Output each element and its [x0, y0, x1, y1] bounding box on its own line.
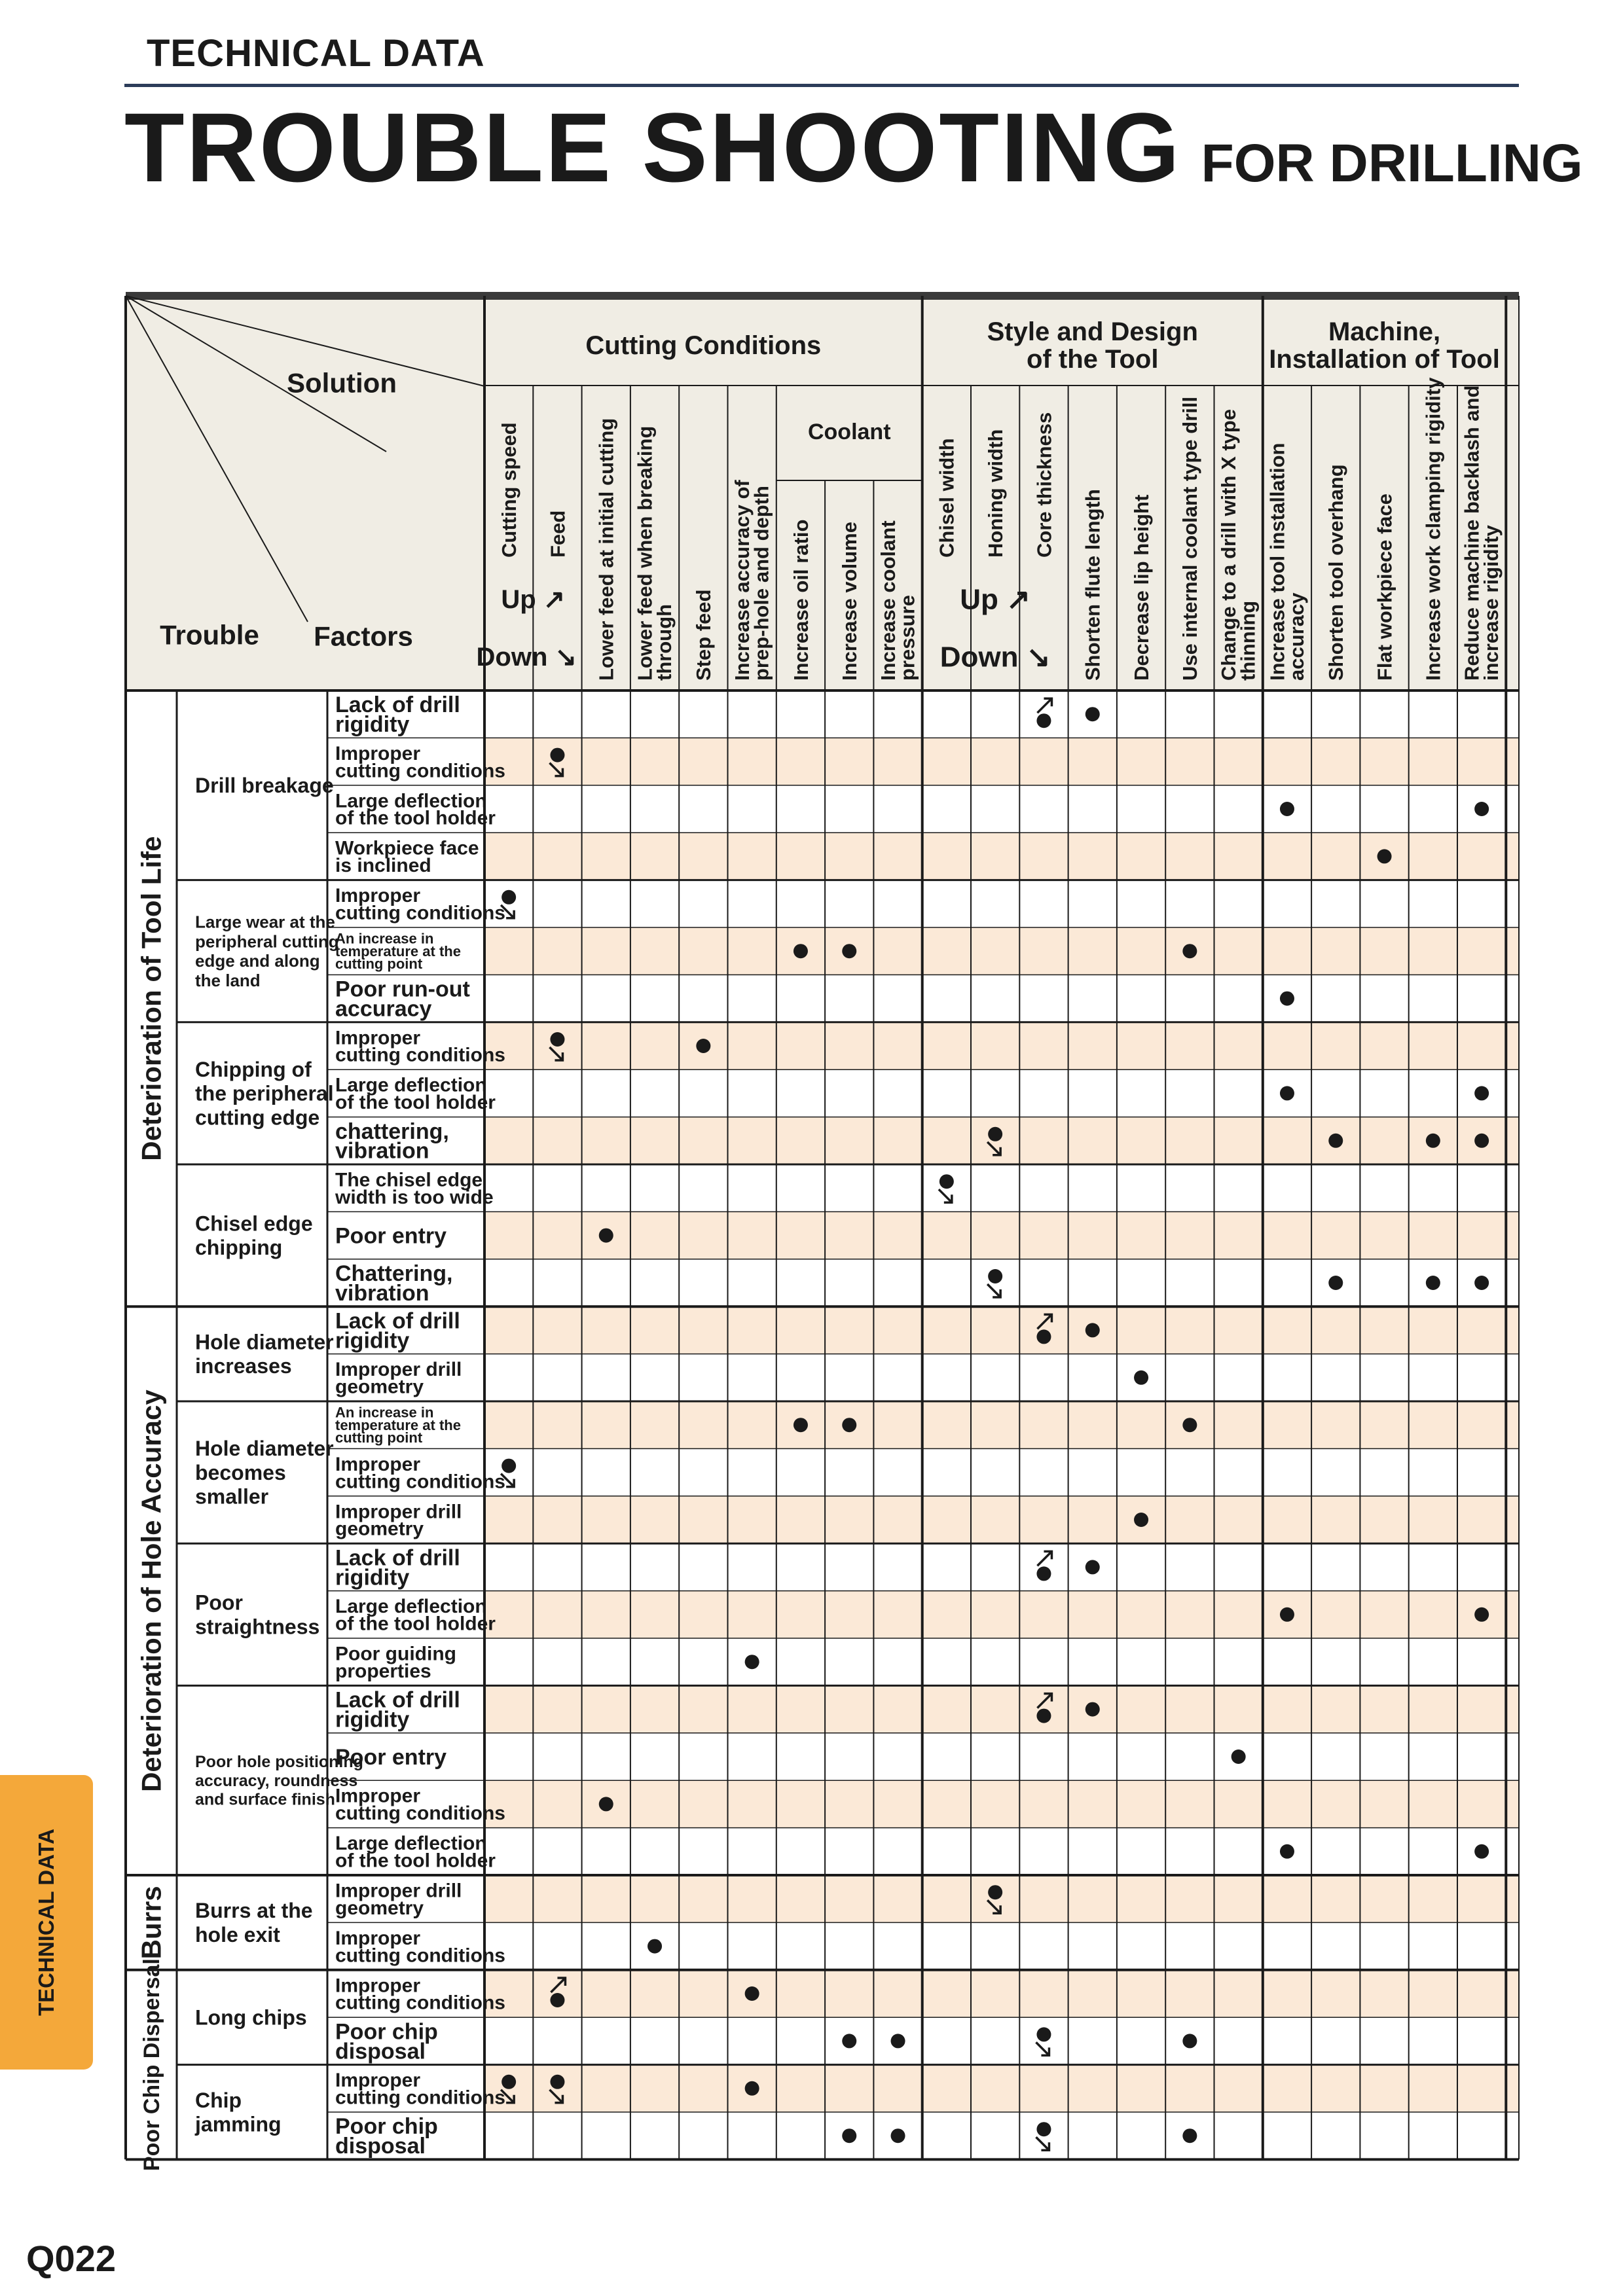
- down-mark: [1036, 2122, 1051, 2136]
- column-label: Increase accuracy ofprep-hole and depth: [731, 480, 773, 681]
- column-group-label: Style and Design of the Tool: [987, 317, 1198, 374]
- dot-mark: [1182, 2034, 1197, 2048]
- factor-label: Improper cutting conditions: [335, 1027, 505, 1066]
- dot-mark: [1085, 1702, 1100, 1717]
- dot-mark: [793, 1418, 808, 1432]
- down-label: Down ↘: [476, 643, 577, 672]
- dot-mark: [891, 2128, 905, 2143]
- dot-mark: [891, 2034, 905, 2048]
- trouble-label: Hole diameter becomes smaller: [195, 1437, 334, 1509]
- factor-label: chattering, vibration: [335, 1119, 449, 1164]
- dot-mark: [1474, 1607, 1489, 1622]
- down-arrow-icon: [1036, 2042, 1049, 2055]
- dot-mark: [1280, 802, 1294, 816]
- down-mark: [501, 890, 516, 905]
- down-mark: [550, 2075, 564, 2089]
- column-label: Increase tool installationaccuracy: [1266, 442, 1308, 681]
- dot-mark: [1182, 1418, 1197, 1432]
- down-arrow-icon: [939, 1189, 952, 1202]
- factor-label: Improper cutting conditions: [335, 1785, 505, 1825]
- dot-mark: [1474, 1844, 1489, 1859]
- page-number: Q022: [26, 2238, 116, 2279]
- dot-mark: [1134, 1513, 1148, 1527]
- corner-solution: Solution: [287, 367, 397, 399]
- dot-mark: [1280, 1086, 1294, 1100]
- down-mark: [501, 2075, 516, 2089]
- factor-label: Large deflection of the tool holder: [335, 1074, 496, 1114]
- trouble-label: Long chips: [195, 2005, 307, 2030]
- title-sub: FOR DRILLING: [1201, 134, 1583, 193]
- row-stripe: [484, 1211, 1519, 1259]
- trouble-label: Chip jamming: [195, 2088, 282, 2136]
- factor-label: Lack of drill rigidity: [335, 1687, 460, 1732]
- dot-mark: [745, 2081, 759, 2096]
- dot-mark: [745, 1986, 759, 2001]
- section-label: TECHNICAL DATA: [147, 32, 485, 75]
- trouble-label: Large wear at the peripheral cutting edge and along the land: [195, 912, 339, 991]
- down-arrow-icon: [1036, 2137, 1049, 2150]
- dot-mark: [745, 1655, 759, 1669]
- column-label: Feed: [546, 510, 570, 558]
- column-label: Lower feed when breakingthrough: [633, 425, 676, 681]
- down-arrow-icon: [987, 1284, 1000, 1297]
- column-label: Decrease lip height: [1129, 494, 1153, 681]
- down-mark: [988, 1269, 1002, 1283]
- column-label: Change to a drill with X typethinning: [1217, 408, 1260, 681]
- factor-label: Workpiece face is inclined: [335, 837, 479, 877]
- row-stripe: [484, 738, 1519, 785]
- factor-label: Lack of drill rigidity: [335, 692, 460, 738]
- row-stripe: [484, 1875, 1519, 1922]
- side-tab[interactable]: [0, 1775, 93, 2070]
- category-label: Deterioration of Hole Accuracy: [136, 1390, 167, 1792]
- factor-label: Lack of drill rigidity: [335, 1308, 460, 1354]
- dot-mark: [1377, 849, 1392, 863]
- down-mark: [988, 1885, 1002, 1899]
- factor-label: Improper cutting conditions: [335, 2070, 505, 2109]
- factor-label: Improper cutting conditions: [335, 1975, 505, 2014]
- column-label: Shorten tool overhang: [1324, 464, 1348, 681]
- row-stripe: [484, 1306, 1519, 1354]
- down-label: Down ↘: [939, 641, 1051, 673]
- factor-label: Improper cutting conditions: [335, 1453, 505, 1493]
- dot-mark: [696, 1039, 710, 1053]
- factor-label: Improper cutting conditions: [335, 885, 505, 924]
- row-stripe: [484, 2065, 1519, 2112]
- column-label: Flat workpiece face: [1373, 493, 1396, 681]
- up-mark: [1036, 1709, 1051, 1723]
- dot-mark: [647, 1939, 662, 1954]
- dot-mark: [842, 2034, 856, 2048]
- column-label: Lower feed at initial cutting: [594, 418, 618, 681]
- column-label: Reduce machine backlash andincrease rigidity: [1460, 385, 1503, 681]
- dot-mark: [1474, 1086, 1489, 1100]
- column-label: Increase coolantpressure: [876, 520, 919, 681]
- dot-mark: [842, 1418, 856, 1432]
- column-label: Step feed: [692, 589, 716, 681]
- row-stripe: [484, 1496, 1519, 1543]
- dot-mark: [599, 1229, 613, 1243]
- trouble-label: Drill breakage: [195, 774, 334, 797]
- down-mark: [550, 1032, 564, 1047]
- factor-label: Poor run-out accuracy: [335, 977, 470, 1022]
- row-stripe: [484, 1117, 1519, 1164]
- column-label: Honing width: [984, 429, 1007, 558]
- row-stripe: [484, 1022, 1519, 1069]
- dot-mark: [793, 944, 808, 958]
- trouble-label: Poor straightness: [195, 1590, 320, 1639]
- up-label: Up ↗: [501, 585, 566, 614]
- column-label: Chisel width: [935, 438, 958, 558]
- factor-label: Lack of drill rigidity: [335, 1545, 460, 1590]
- dot-mark: [1085, 1323, 1100, 1337]
- trouble-label: Chisel edge chipping: [195, 1211, 313, 1260]
- factor-label: Improper cutting conditions: [335, 742, 505, 782]
- dot-mark: [1280, 992, 1294, 1006]
- category-label: Poor Chip Dispersal: [139, 1958, 164, 2172]
- dot-mark: [1134, 1371, 1148, 1385]
- factor-label: Large deflection of the tool holder: [335, 790, 496, 829]
- factor-label: Large deflection of the tool holder: [335, 1833, 496, 1872]
- row-stripe: [484, 1401, 1519, 1448]
- down-mark: [939, 1174, 954, 1189]
- dot-mark: [1280, 1844, 1294, 1859]
- trouble-label: Chipping of the peripheral cutting edge: [195, 1057, 334, 1130]
- dot-mark: [1182, 944, 1197, 958]
- dot-mark: [1085, 707, 1100, 721]
- row-stripe: [484, 1685, 1519, 1732]
- column-label: Use internal coolant type drill: [1178, 396, 1202, 681]
- row-stripe: [484, 927, 1519, 975]
- factor-label: The chisel edge width is too wide: [335, 1169, 494, 1208]
- column-label: Cutting speed: [498, 422, 520, 558]
- down-mark: [1036, 2027, 1051, 2041]
- dot-mark: [599, 1797, 613, 1811]
- down-mark: [988, 1127, 1002, 1141]
- factor-label: Poor chip disposal: [335, 2019, 438, 2064]
- column-group-label: Cutting Conditions: [585, 331, 822, 360]
- up-mark: [550, 1993, 564, 2007]
- category-label: Deterioration of Tool Life: [136, 836, 167, 1161]
- row-stripe: [484, 1970, 1519, 2017]
- up-label: Up ↗: [960, 583, 1031, 616]
- factor-label: Poor chip disposal: [335, 2114, 438, 2159]
- side-tab-label: TECHNICAL DATA: [34, 1829, 58, 2016]
- row-stripe: [484, 1780, 1519, 1827]
- dot-mark: [1474, 1134, 1489, 1148]
- factor-label: Improper cutting conditions: [335, 1927, 505, 1967]
- factor-label: An increase in temperature at the cutting point: [335, 930, 461, 973]
- up-mark: [1036, 1566, 1051, 1581]
- dot-mark: [842, 944, 856, 958]
- factor-label: Improper drill geometry: [335, 1359, 462, 1398]
- factor-label: Chattering, vibration: [335, 1261, 453, 1306]
- up-arrow-icon: [1037, 1551, 1051, 1566]
- down-mark: [501, 1459, 516, 1473]
- column-label: Shorten flute length: [1081, 489, 1104, 681]
- trouble-label: Poor hole positioning accuracy, roundness and surface finish: [195, 1753, 363, 1809]
- factor-label: Poor guiding properties: [335, 1643, 456, 1682]
- dot-mark: [1280, 1607, 1294, 1622]
- column-label: Increase work clamping rigidity: [1421, 377, 1445, 681]
- dot-mark: [1426, 1134, 1440, 1148]
- up-arrow-icon: [1037, 698, 1051, 713]
- dot-mark: [1328, 1134, 1343, 1148]
- trouble-label: Burrs at the hole exit: [195, 1899, 313, 1946]
- dot-mark: [1426, 1276, 1440, 1290]
- row-stripe: [484, 1591, 1519, 1638]
- dot-mark: [1474, 1276, 1489, 1290]
- factor-label: Large deflection of the tool holder: [335, 1596, 496, 1635]
- trouble-label: Hole diameter increases: [195, 1330, 334, 1378]
- dot-mark: [1231, 1749, 1246, 1764]
- category-label: Burrs: [136, 1886, 167, 1960]
- column-group-label: Machine, Installation of Tool: [1269, 317, 1500, 374]
- factor-label: Improper drill geometry: [335, 1880, 462, 1919]
- column-label: Increase volume: [838, 522, 862, 681]
- dot-mark: [842, 2128, 856, 2143]
- up-mark: [1036, 1329, 1051, 1344]
- column-label: Core thickness: [1032, 412, 1056, 558]
- dot-mark: [1474, 802, 1489, 816]
- down-mark: [550, 748, 564, 762]
- dot-mark: [1182, 2128, 1197, 2143]
- table-top-border: [126, 292, 1519, 300]
- column-label: Increase oil ratio: [789, 519, 812, 681]
- factor-label: Poor entry: [335, 1223, 447, 1249]
- factor-label: Improper drill geometry: [335, 1501, 462, 1540]
- coolant-label: Coolant: [807, 419, 891, 444]
- factor-label: Poor entry: [335, 1744, 447, 1770]
- corner-factors: Factors: [314, 620, 413, 652]
- row-stripe: [484, 833, 1519, 880]
- dot-mark: [1328, 1276, 1343, 1290]
- up-mark: [1036, 713, 1051, 728]
- corner-trouble: Trouble: [160, 619, 259, 651]
- dot-mark: [1085, 1560, 1100, 1574]
- factor-label: An increase in temperature at the cutting point: [335, 1404, 461, 1446]
- title-main: TROUBLE SHOOTING: [124, 92, 1182, 202]
